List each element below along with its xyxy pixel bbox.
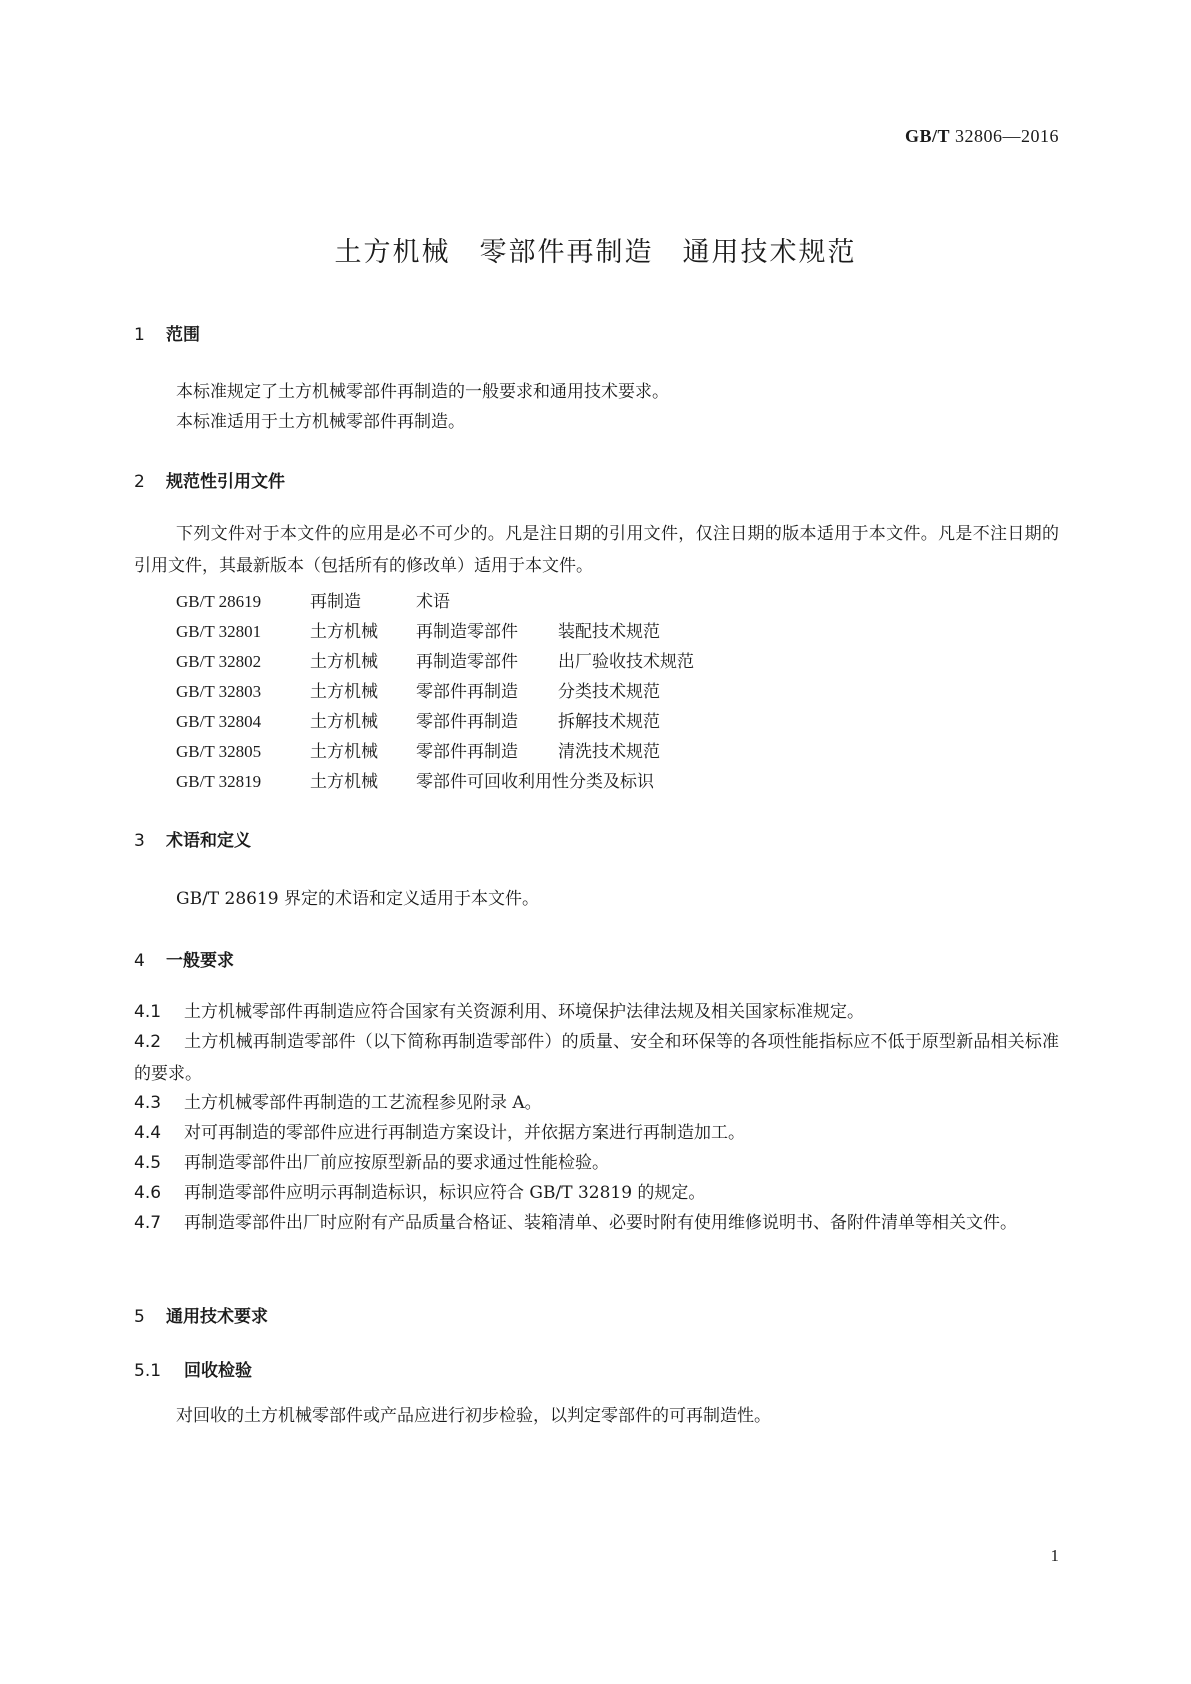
standard-number xyxy=(905,126,1059,147)
clause-text: 土方机械再制造零部件（以下简称再制造零部件）的质量、安全和环保等的各项性能指标应不低于原型新品相关标准的要求。 xyxy=(134,1032,1059,1084)
reference-title-part: 术语 xyxy=(416,592,450,612)
reference-item xyxy=(176,767,654,792)
section-title: 规范性引用文件 xyxy=(166,472,285,492)
reference-title-part: 出厂验收技术规范 xyxy=(558,652,694,672)
section-number: 2 xyxy=(134,472,145,492)
reference-code: GB/T 32801 xyxy=(176,622,262,641)
clause-text: 再制造零部件应明示再制造标识，标识应符合 GB/T 32819 的规定。 xyxy=(184,1183,706,1203)
reference-item xyxy=(176,707,660,732)
section-3-heading xyxy=(134,826,251,851)
reference-code: GB/T 32804 xyxy=(176,712,262,731)
section-number: 3 xyxy=(134,831,145,851)
reference-title-part: 再制造零部件 xyxy=(416,622,518,642)
subsection-5-1-paragraph: 对回收的土方机械零部件或产品应进行初步检验，以判定零部件的可再制造性。 xyxy=(176,1406,771,1426)
page-number: 1 xyxy=(1050,1546,1059,1565)
clause-text: 土方机械零部件再制造的工艺流程参见附录 A。 xyxy=(184,1093,542,1113)
clause xyxy=(134,1147,1059,1179)
clause-number: 4.3 xyxy=(134,1093,162,1113)
clause xyxy=(134,1026,1059,1090)
reference-item xyxy=(176,647,694,672)
reference-item xyxy=(176,677,660,702)
reference-code: GB/T 28619 xyxy=(176,592,262,611)
reference-title-part: 土方机械 xyxy=(310,652,378,672)
section-5-heading xyxy=(134,1302,268,1327)
reference-item xyxy=(176,587,450,612)
clause-text: 对可再制造的零部件应进行再制造方案设计，并依据方案进行再制造加工。 xyxy=(184,1123,745,1143)
reference-title-part: 零部件再制造 xyxy=(416,742,518,762)
reference-item xyxy=(176,737,660,762)
clause-number: 4.5 xyxy=(134,1153,162,1173)
document-title: 土方机械 零部件再制造 通用技术规范 xyxy=(334,237,857,268)
section-1-heading xyxy=(134,320,200,345)
reference-title-part: 土方机械 xyxy=(310,742,378,762)
reference-title-part: 再制造零部件 xyxy=(416,652,518,672)
section-title: 通用技术要求 xyxy=(166,1307,268,1327)
clause xyxy=(134,1177,1059,1209)
section-3-paragraph: GB/T 28619 界定的术语和定义适用于本文件。 xyxy=(176,889,540,909)
standard-prefix: GB/T xyxy=(904,126,950,146)
section-1-paragraph: 本标准规定了土方机械零部件再制造的一般要求和通用技术要求。 xyxy=(176,382,669,402)
section-title: 术语和定义 xyxy=(166,831,251,851)
section-number: 1 xyxy=(134,325,145,345)
section-number: 4 xyxy=(134,951,145,971)
subsection-5-1-heading xyxy=(134,1356,252,1381)
section-title: 范围 xyxy=(166,325,200,345)
section-4-heading xyxy=(134,946,234,971)
reference-item xyxy=(176,617,660,642)
clause xyxy=(134,1117,1059,1149)
section-number: 5 xyxy=(134,1307,145,1327)
reference-title-part: 再制造 xyxy=(310,592,361,612)
reference-title-part: 零部件可回收利用性分类及标识 xyxy=(416,772,654,792)
reference-title-part: 拆解技术规范 xyxy=(558,712,660,732)
section-title: 一般要求 xyxy=(166,951,234,971)
clause xyxy=(134,996,1059,1028)
clause-text: 再制造零部件出厂前应按原型新品的要求通过性能检验。 xyxy=(184,1153,609,1173)
reference-code: GB/T 32803 xyxy=(176,682,262,701)
reference-title-part: 土方机械 xyxy=(310,682,378,702)
clause-number: 4.4 xyxy=(134,1123,162,1143)
reference-title-part: 装配技术规范 xyxy=(558,622,660,642)
reference-title-part: 清洗技术规范 xyxy=(558,742,660,762)
clause-text: 再制造零部件出厂时应附有产品质量合格证、装箱清单、必要时附有使用维修说明书、备附件清单等相关文件。 xyxy=(184,1213,1017,1233)
reference-code: GB/T 32819 xyxy=(176,772,262,791)
reference-code: GB/T 32802 xyxy=(176,652,262,671)
subsection-number: 5.1 xyxy=(134,1361,162,1381)
reference-title-part: 土方机械 xyxy=(310,622,378,642)
section-2-intro: 下列文件对于本文件的应用是必不可少的。凡是注日期的引用文件，仅注日期的版本适用于本文件。凡是不注日期的引用文件，其最新版本（包括所有的修改单）适用于本文件。 xyxy=(134,524,1059,576)
subsection-title: 回收检验 xyxy=(184,1361,252,1381)
section-1-paragraph: 本标准适用于土方机械零部件再制造。 xyxy=(176,412,465,432)
clause xyxy=(134,1207,1059,1239)
reference-title-part: 分类技术规范 xyxy=(558,682,660,702)
section-2-heading xyxy=(134,467,285,492)
clause xyxy=(134,1087,1059,1119)
clause-number: 4.2 xyxy=(134,1032,162,1052)
clause-number: 4.1 xyxy=(134,1002,162,1022)
standard-code: 32806—2016 xyxy=(955,126,1059,146)
reference-title-part: 土方机械 xyxy=(310,772,378,792)
clause-number: 4.6 xyxy=(134,1183,162,1203)
clause-number: 4.7 xyxy=(134,1213,162,1233)
reference-title-part: 零部件再制造 xyxy=(416,682,518,702)
reference-title-part: 零部件再制造 xyxy=(416,712,518,732)
reference-code: GB/T 32805 xyxy=(176,742,262,761)
clause-text: 土方机械零部件再制造应符合国家有关资源利用、环境保护法律法规及相关国家标准规定。 xyxy=(184,1002,864,1022)
reference-title-part: 土方机械 xyxy=(310,712,378,732)
